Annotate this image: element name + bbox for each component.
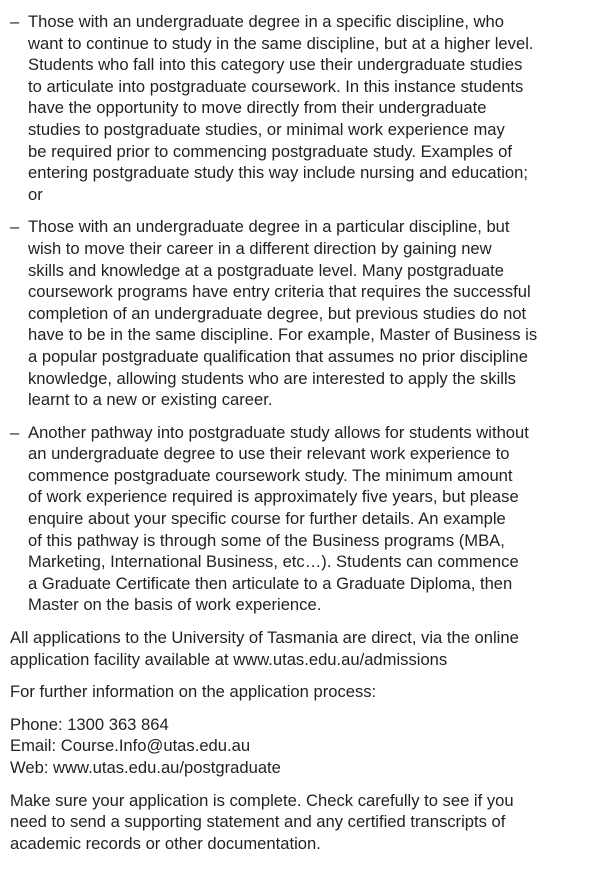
text-line: to articulate into postgraduate coursework. In this instance students <box>28 76 524 96</box>
text-line: have the opportunity to move directly from their undergraduate <box>28 98 487 118</box>
text-line: or <box>28 184 43 204</box>
text-line: commence postgraduate coursework study. The minimum amount <box>28 465 513 485</box>
text-line: wish to move their career in a different direction by gaining new <box>28 238 492 258</box>
text-line: studies to postgraduate studies, or minimal work experience may <box>28 119 505 139</box>
applications-paragraph <box>10 627 592 670</box>
text-line: need to send a supporting statement and any certified transcripts of <box>10 812 506 832</box>
web-line: Web: www.utas.edu.au/postgraduate <box>10 758 281 777</box>
text-line: have to be in the same discipline. For example, Master of Business is <box>28 325 538 345</box>
text-line: of work experience required is approximately five years, but please <box>28 487 519 507</box>
contact-details <box>10 714 592 779</box>
pathway-list <box>10 11 592 616</box>
dash-marker: – <box>10 422 20 442</box>
text-line: completion of an undergraduate degree, but previous studies do not <box>28 303 527 323</box>
text-line: knowledge, allowing students who are interested to apply the skills <box>28 368 516 388</box>
dash-marker: – <box>10 217 20 237</box>
text-line: of this pathway is through some of the Business programs (MBA, <box>28 530 505 550</box>
text-line: an undergraduate degree to use their relevant work experience to <box>28 444 510 464</box>
text-line: be required prior to commencing postgraduate study. Examples of <box>28 141 512 161</box>
text-line: academic records or other documentation. <box>10 833 321 853</box>
text-line: enquire about your specific course for further details. An example <box>28 509 506 529</box>
text-line: Make sure your application is complete. Check carefully to see if you <box>10 790 514 810</box>
text-line: Master on the basis of work experience. <box>28 595 322 615</box>
text-line: Students who fall into this category use their undergraduate studies <box>28 55 523 75</box>
text-line: want to continue to study in the same discipline, but at a higher level. <box>28 33 534 53</box>
text-line: Another pathway into postgraduate study allows for students without <box>28 422 529 442</box>
text-line: a popular postgraduate qualification that assumes no prior discipline <box>28 346 528 366</box>
text-line: learnt to a new or existing career. <box>28 390 273 410</box>
text-line: Those with an undergraduate degree in a particular discipline, but <box>28 217 510 237</box>
closing-paragraph <box>10 790 592 855</box>
text-line: Marketing, International Business, etc…). Students can commence <box>28 552 519 572</box>
pathway-item-different-discipline <box>10 216 592 410</box>
further-info-heading: For further information on the application process: <box>10 682 377 702</box>
text-line: entering postgraduate study this way include nursing and education; <box>28 163 528 183</box>
dash-marker: – <box>10 12 20 31</box>
phone-line: Phone: 1300 363 864 <box>10 714 169 734</box>
pathway-item-same-discipline <box>10 11 592 205</box>
text-line: application facility available at www.utas.edu.au/admissions <box>10 649 448 669</box>
text-line: Those with an undergraduate degree in a specific discipline, who <box>28 12 504 31</box>
text-line: skills and knowledge at a postgraduate level. Many postgraduate <box>28 260 504 280</box>
text-line: a Graduate Certificate then articulate to a Graduate Diploma, then <box>28 573 513 593</box>
pathway-item-work-experience <box>10 422 592 616</box>
email-line: Email: Course.Info@utas.edu.au <box>10 736 251 756</box>
text-line: All applications to the University of Tasmania are direct, via the online <box>10 628 519 648</box>
text-line: coursework programs have entry criteria that requires the successful <box>28 282 531 302</box>
